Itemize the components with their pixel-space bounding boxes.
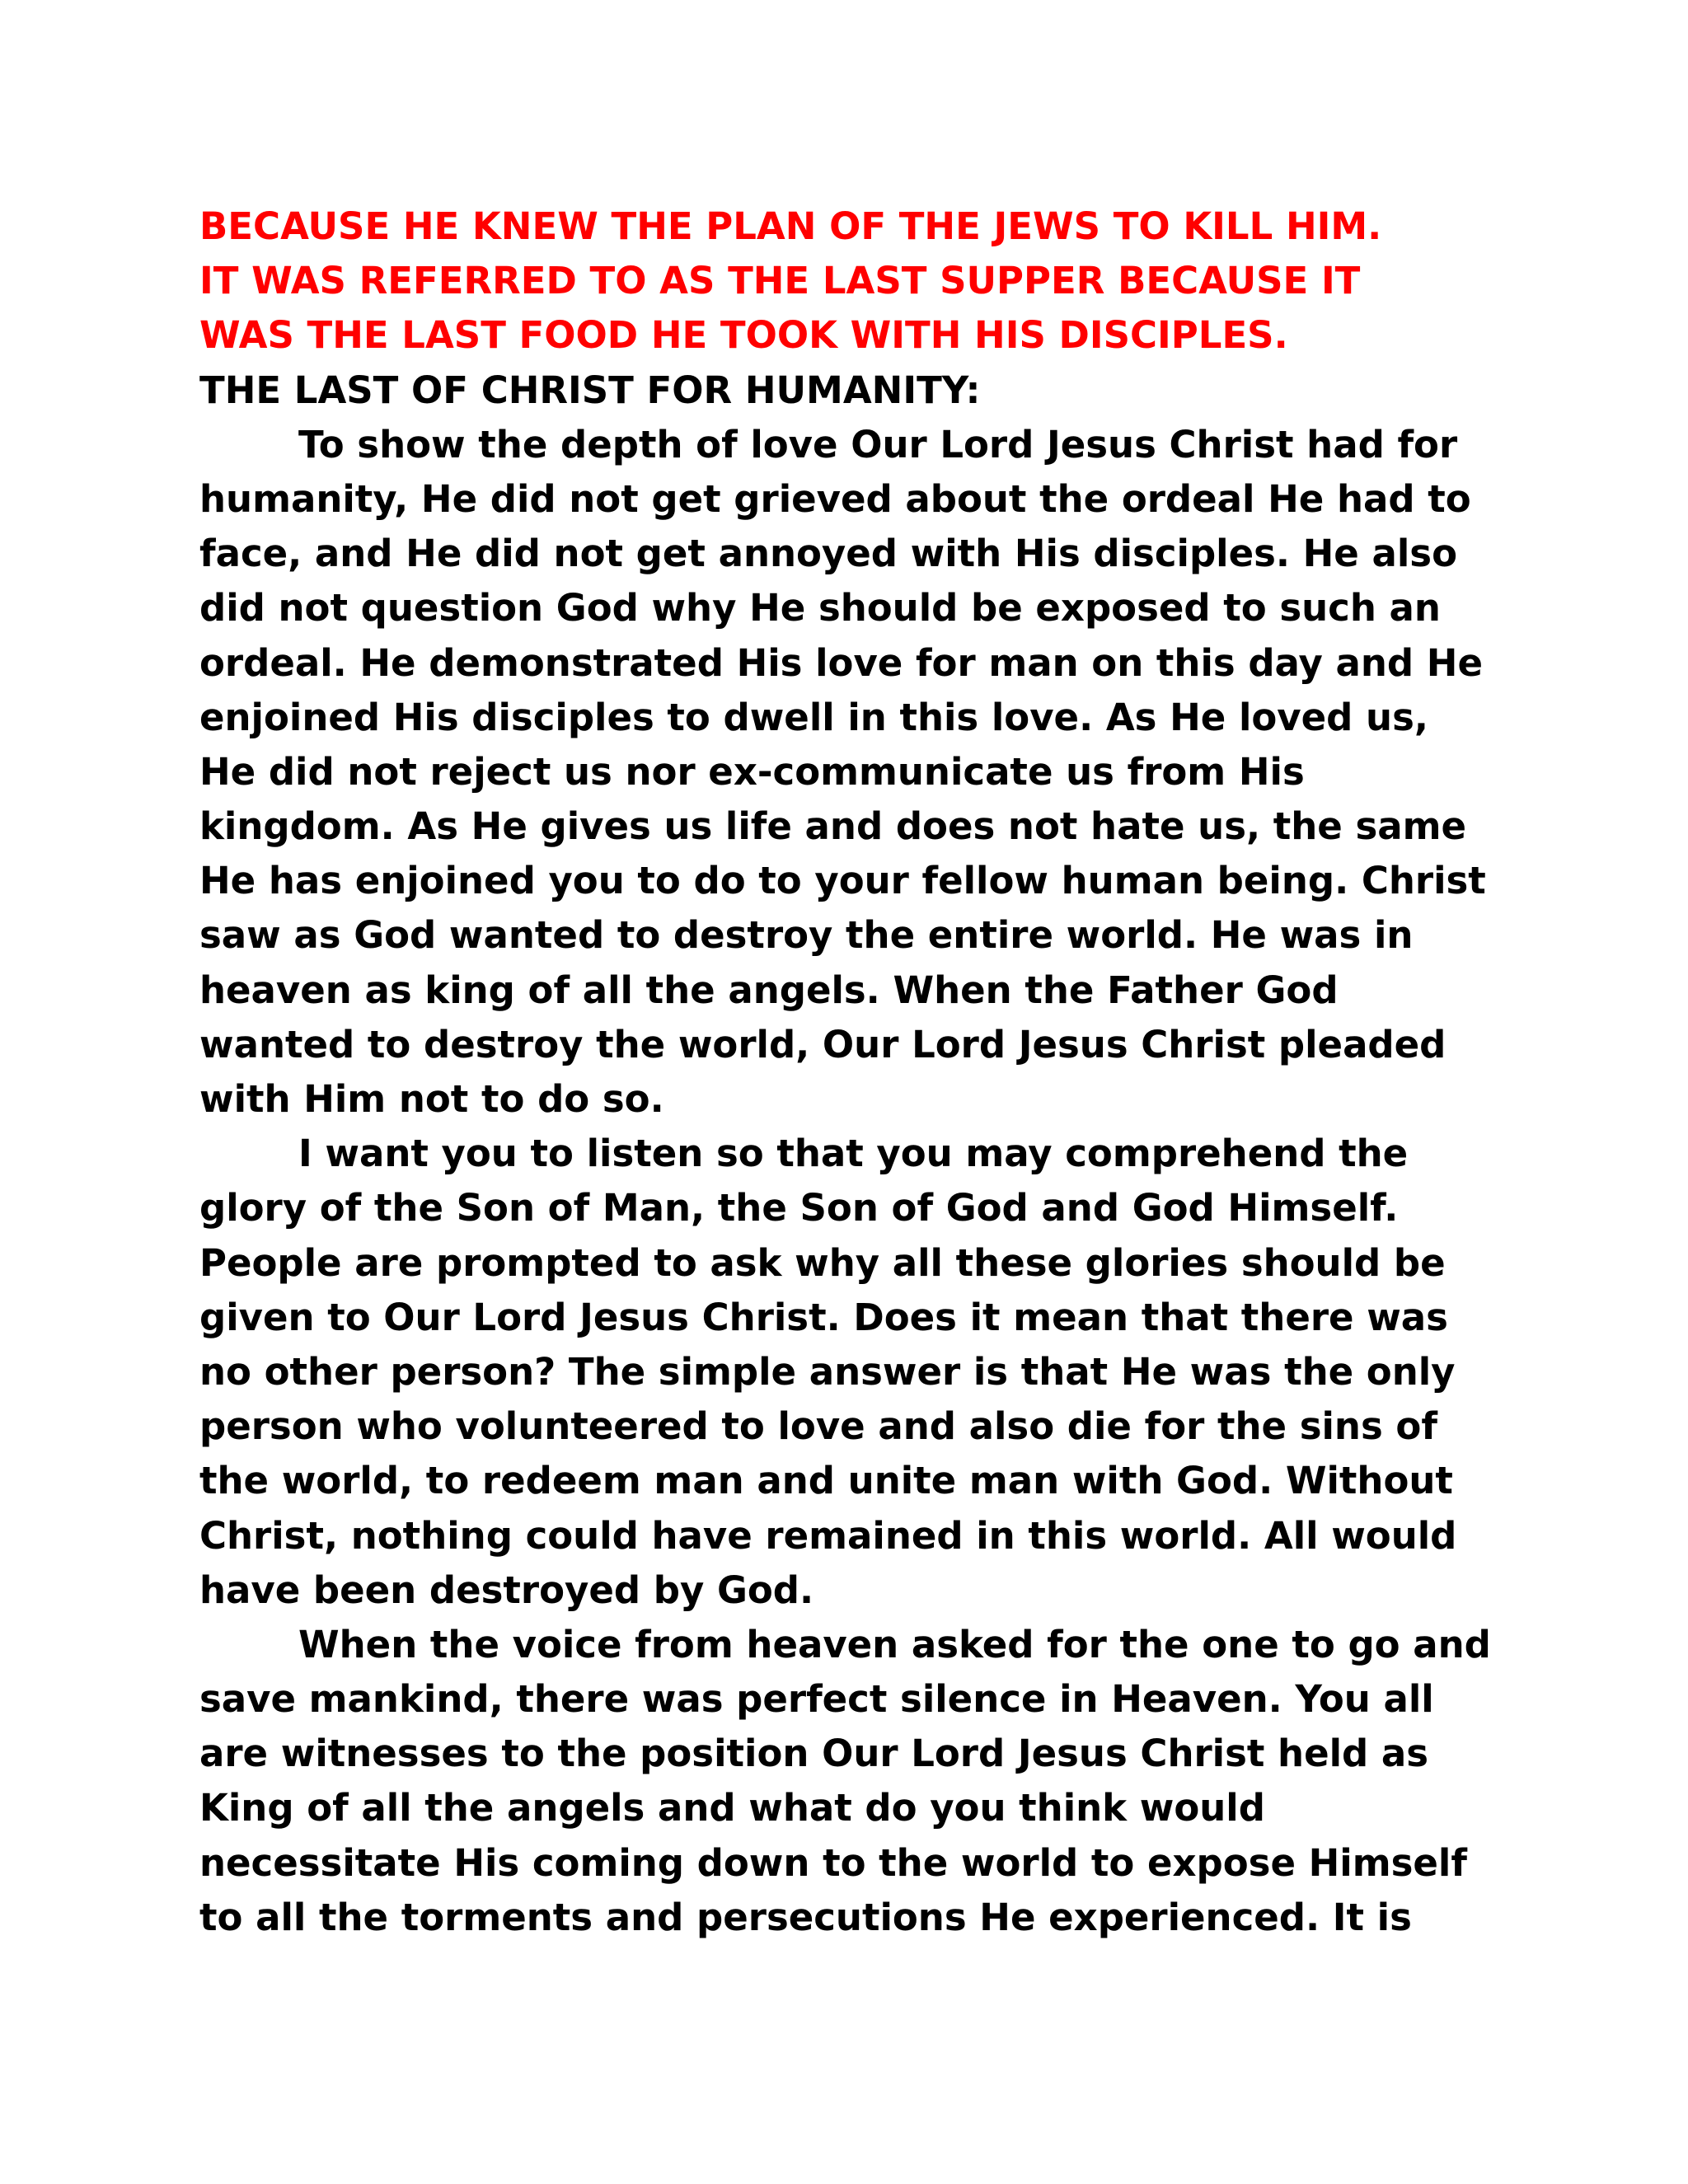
paragraph-line: To show the depth of love Our Lord Jesus Christ had for [298, 422, 1458, 466]
paragraph-line: to all the torments and persecutions He experienced. It is [199, 1895, 1412, 1939]
paragraph-line: saw as God wanted to destroy the entire world. He was in [199, 913, 1414, 958]
red-intro-line: WAS THE LAST FOOD HE TOOK WITH HIS DISCIPLES. [199, 313, 1288, 358]
paragraph-line: King of all the angels and what do you think would [199, 1786, 1265, 1830]
paragraph-line: face, and He did not get annoyed with His disciples. He also [199, 532, 1457, 576]
paragraph-line: When the voice from heaven asked for the one to go and [298, 1622, 1491, 1666]
paragraph-line: are witnesses to the position Our Lord Jesus Christ held as [199, 1732, 1429, 1776]
paragraph-line: humanity, He did not get grieved about the ordeal He had to [199, 476, 1471, 521]
paragraph-line: save mankind, there was perfect silence in Heaven. You all [199, 1677, 1434, 1722]
paragraph-line: have been destroyed by God. [199, 1568, 814, 1612]
paragraph-line: I want you to listen so that you may comprehend the [298, 1132, 1409, 1176]
paragraph-line: with Him not to do so. [199, 1077, 664, 1121]
paragraph [199, 418, 1510, 1127]
paragraph-line: no other person? The simple answer is that He was the only [199, 1349, 1456, 1394]
paragraph-line: He has enjoined you to do to your fellow human being. Christ [199, 859, 1486, 903]
paragraph-line: enjoined His disciples to dwell in this love. As He loved us, [199, 695, 1428, 739]
paragraph-line: He did not reject us nor ex-communicate us from His [199, 749, 1305, 794]
section-heading: THE LAST OF CHRIST FOR HUMANITY: [199, 368, 981, 412]
paragraph-line: person who volunteered to love and also die for the sins of [199, 1404, 1437, 1449]
paragraph-line: ordeal. He demonstrated His love for man on this day and He [199, 640, 1483, 685]
paragraph-line: the world, to redeem man and unite man with God. Without [199, 1459, 1453, 1503]
paragraph-line: Christ, nothing could have remained in this world. All would [199, 1513, 1457, 1558]
paragraph-line: given to Our Lord Jesus Christ. Does it mean that there was [199, 1295, 1448, 1339]
paragraph-line: kingdom. As He gives us life and does not hate us, the same [199, 804, 1467, 849]
red-intro-block [199, 199, 1510, 363]
paragraph-line: People are prompted to ask why all these glories should be [199, 1240, 1446, 1285]
red-intro-line: IT WAS REFERRED TO AS THE LAST SUPPER BECAUSE IT [199, 259, 1361, 303]
paragraph-line: heaven as king of all the angels. When the Father God [199, 968, 1339, 1012]
paragraph-line: did not question God why He should be exposed to such an [199, 586, 1441, 630]
paragraph-line: glory of the Son of Man, the Son of God and God Himself. [199, 1186, 1399, 1230]
paragraph [199, 1618, 1510, 1945]
document-body [199, 199, 1510, 1945]
paragraph-line: wanted to destroy the world, Our Lord Jesus Christ pleaded [199, 1022, 1447, 1066]
paragraph [199, 1127, 1510, 1618]
paragraph-line: necessitate His coming down to the world to expose Himself [199, 1840, 1467, 1885]
red-intro-line: BECAUSE HE KNEW THE PLAN OF THE JEWS TO KILL HIM. [199, 204, 1382, 248]
